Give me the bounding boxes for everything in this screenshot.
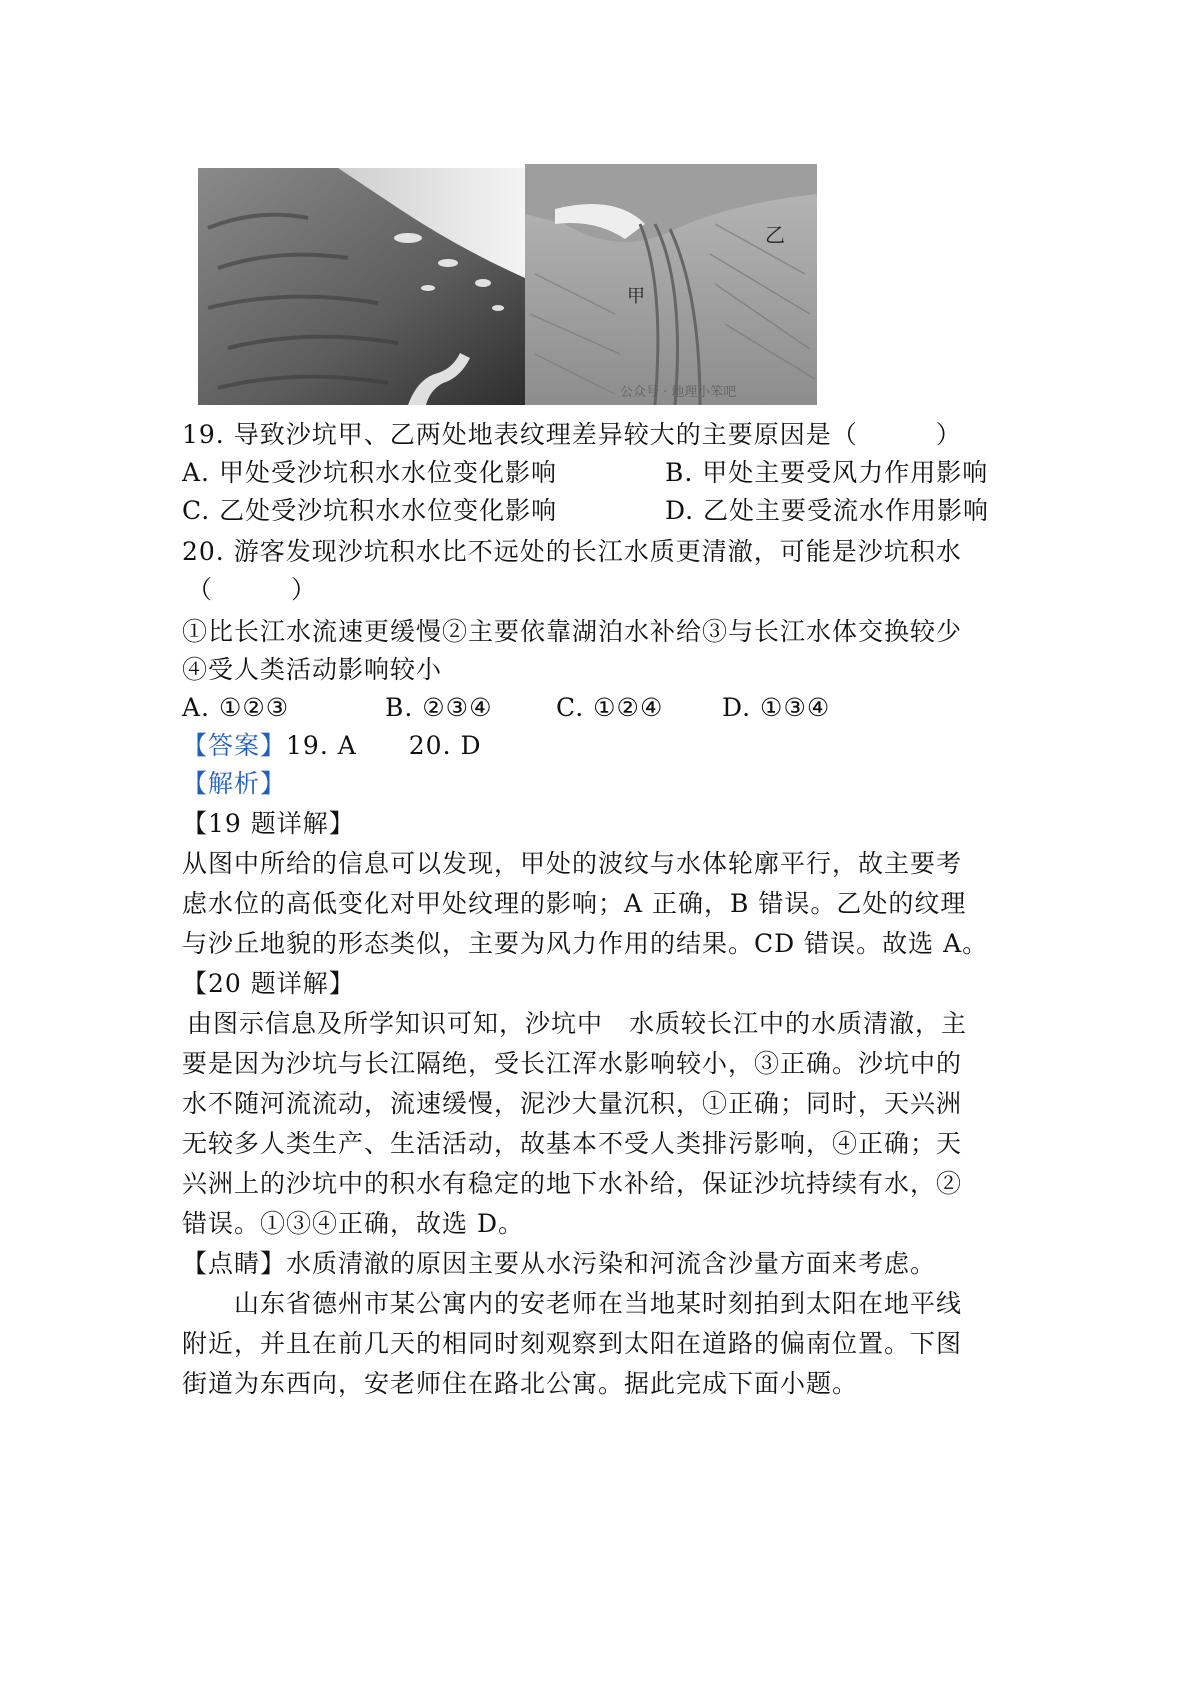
material-line1: 山东省德州市某公寓内的安老师在当地某时刻拍到太阳在地平线	[182, 1289, 963, 1318]
svg-text:乙: 乙	[765, 223, 785, 247]
q19-option-c: C. 乙处受沙坑积水水位变化影响	[182, 496, 558, 525]
question-19-stem: 19. 导致沙坑甲、乙两处地表纹理差异较大的主要原因是（ ）	[182, 420, 962, 449]
q20-detail-line3: 水不随河流流动，流速缓慢，泥沙大量沉积，①正确；同时，天兴洲	[182, 1089, 963, 1118]
material-line2: 附近，并且在前几天的相同时刻观察到太阳在道路的偏南位置。下图	[182, 1329, 963, 1358]
q20-statement-line1: ①比长江水流速更缓慢②主要依靠湖泊水补给③与长江水体交换较少	[182, 617, 963, 646]
q20-option-c: C. ①②④	[556, 693, 664, 722]
q20-detail-line5: 兴洲上的沙坑中的积水有稳定的地下水补给，保证沙坑持续有水，②	[182, 1169, 963, 1198]
answer-line	[182, 728, 482, 764]
q20-detail-heading: 【20 题详解】	[182, 969, 355, 998]
question-20-stem: 20. 游客发现沙坑积水比不远处的长江水质更清澈，可能是沙坑积水	[182, 537, 962, 566]
svg-text:甲: 甲	[627, 286, 645, 307]
q19-option-a: A. 甲处受沙坑积水水位变化影响	[182, 458, 557, 487]
q19-option-b: B. 甲处主要受风力作用影响	[665, 458, 989, 487]
q20-option-d: D. ①③④	[722, 693, 831, 722]
q20-detail-line4: 无较多人类生产、生活活动，故基本不受人类排污影响，④正确；天	[182, 1129, 963, 1158]
q19-option-d: D. 乙处主要受流水作用影响	[665, 496, 990, 525]
q19-detail-line3: 与沙丘地貌的形态类似，主要为风力作用的结果。CD 错误。故选 A。	[182, 929, 989, 958]
q20-statement-line2: ④受人类活动影响较小	[182, 655, 443, 684]
answer-tag: 【答案】	[182, 731, 287, 760]
q20-detail-line2: 要是因为沙坑与长江隔绝，受长江浑水影响较小，③正确。沙坑中的	[182, 1049, 963, 1078]
material-line3: 街道为东西向，安老师住在路北公寓。据此完成下面小题。	[182, 1369, 859, 1398]
photo-left-sand-ripples	[198, 168, 525, 405]
q20-option-b: B. ②③④	[385, 693, 493, 722]
question-20-blank: （ ）	[187, 575, 318, 604]
q20-detail-line6: 错误。①③④正确，故选 D。	[182, 1209, 524, 1238]
analysis-tag: 【解析】	[182, 769, 287, 798]
tip-line: 【点睛】水质清澈的原因主要从水污染和河流含沙量方面来考虑。	[182, 1249, 937, 1278]
q20-detail-line1: 由图示信息及所学知识可知，沙坑中 水质较长江中的水质清澈，主	[187, 1009, 968, 1038]
q20-option-a: A. ①②③	[182, 693, 290, 722]
q19-detail-line1: 从图中所给的信息可以发现，甲处的波纹与水体轮廓平行，故主要考	[182, 849, 963, 878]
photo-right-sand-pit	[525, 164, 817, 405]
svg-text:公众号 · 地理小笨吧: 公众号 · 地理小笨吧	[620, 385, 737, 400]
q19-detail-line2: 虑水位的高低变化对甲处纹理的影响；A 正确，B 错误。乙处的纹理	[182, 889, 967, 918]
answer-text: 19. A 20. D	[286, 731, 482, 760]
q19-detail-heading: 【19 题详解】	[182, 809, 355, 838]
